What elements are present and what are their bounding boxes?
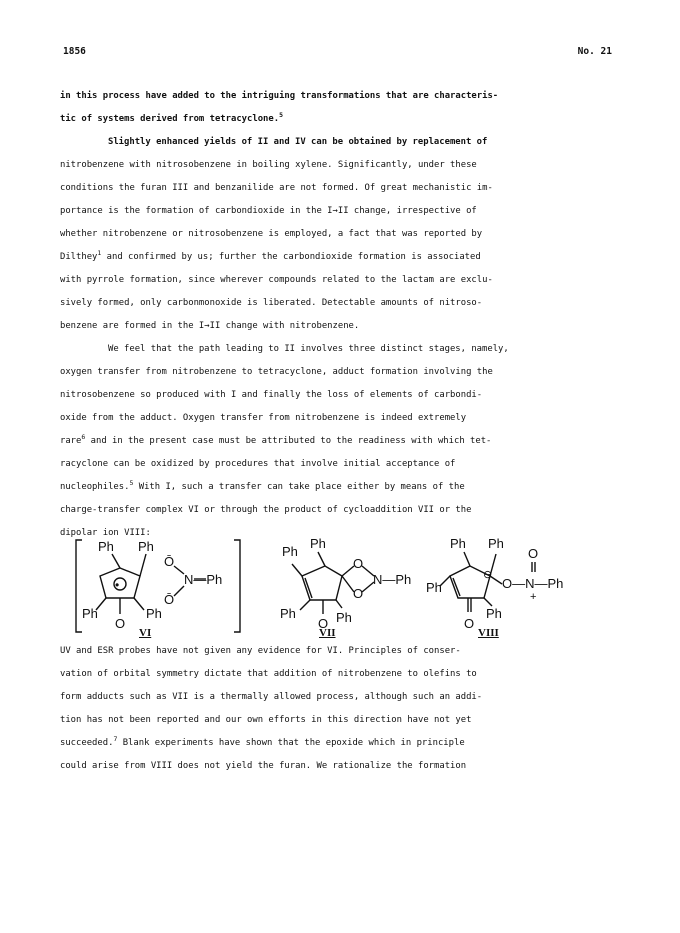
text-line: oxygen transfer from nitrobenzene to tetracyclone, adduct formation involving the — [60, 367, 493, 377]
text-line: nitrobenzene with nitrosobenzene in boiling xylene. Significantly, under these — [60, 160, 477, 170]
footnote-ref: 7 — [113, 735, 118, 743]
text-line: in this process have added to the intriguing transformations that are characteris- — [60, 91, 499, 101]
text-line: with pyrrole formation, since wherever compounds related to the lactam are exclu- — [60, 275, 493, 285]
phenyl-label: Ph — [426, 580, 442, 595]
text-line: conditions the furan III and benzanilide are not formed. Of great mechanistic im- — [60, 183, 493, 193]
radical-dot: • — [115, 578, 120, 592]
text-line: Slightly enhanced yields of II and IV can be obtained by replacement of — [108, 137, 488, 147]
phenyl-label: Ph — [336, 610, 352, 625]
structure-label-viii: VIII — [478, 627, 499, 639]
text-line: racyclone can be oxidized by procedures that involve initial acceptance of — [60, 459, 456, 469]
text-line: portance is the formation of carbondioxide in the I→II change, irrespective of — [60, 206, 477, 216]
footnote-ref: 6 — [81, 433, 86, 441]
footnote-ref: 5 — [129, 479, 134, 487]
text-line: Dilthey$^1$ and confirmed by us; further the carbondioxide formation is associated — [60, 249, 481, 262]
text-line: could arise from VIII does not yield the furan. We rationalize the formation — [60, 761, 467, 771]
phenyl-label: Ph — [310, 536, 326, 551]
phenyl-label: Ph — [282, 544, 298, 559]
footnote-ref: 5 — [279, 111, 283, 119]
oxygen-label: O — [528, 546, 539, 561]
text-line: succeeded.$^7$ Blank experiments have shown that the epoxide which in principle — [60, 735, 465, 748]
structure-label-vii: VII — [319, 627, 336, 639]
issue-number: No. 21 — [577, 46, 612, 57]
structure-viii-labels — [426, 536, 563, 631]
text-line: UV and ESR probes have not given any evidence for VI. Principles of conser- — [60, 646, 461, 656]
oxygen-label: O — [115, 616, 126, 631]
nitroso-ester-label: O—N—Ph — [502, 576, 564, 591]
text-line: tic of systems derived from tetracyclone.$^5$ — [60, 111, 283, 124]
text-line: nucleophiles.$^5$ With I, such a transfer can take place either by means of the — [60, 479, 465, 492]
phenyl-label: Ph — [486, 606, 502, 621]
text-line: benzene are formed in the I→II change with nitrobenzene. — [60, 321, 360, 331]
nitrogen-phenyl-label: N—Ph — [184, 572, 223, 587]
phenyl-label: Ph — [146, 606, 162, 621]
text-line: rare$^6$ and in the present case must be attributed to the readiness with which tet- — [60, 433, 492, 446]
page-number: 1856 — [63, 46, 86, 57]
oxygen-label: O — [353, 586, 364, 601]
structure-vii-labels — [280, 536, 411, 631]
phenyl-label: Ph — [82, 606, 98, 621]
phenyl-label: Ph — [138, 539, 154, 554]
phenyl-label: Ph — [98, 539, 114, 554]
structure-label-vi: VI — [139, 627, 152, 639]
oxygen-label: O — [464, 616, 475, 631]
text-line: charge-transfer complex VI or through the product of cycloaddition VII or the — [60, 505, 472, 515]
text-line: nitrosobenzene so produced with I and finally the loss of elements of carbondi- — [60, 390, 483, 400]
oxygen-anion-label: Ō — [164, 554, 175, 569]
text-line: We feel that the path leading to II involves three distinct stages, namely, — [108, 344, 509, 354]
text-line: tion has not been reported and our own efforts in this direction have not yet — [60, 715, 472, 725]
phenyl-label: Ph — [450, 536, 466, 551]
nitrogen-phenyl-label: N—Ph — [373, 572, 412, 587]
text-line: vation of orbital symmetry dictate that addition of nitrobenzene to olefins to — [60, 669, 477, 679]
oxygen-label: O — [318, 616, 329, 631]
phenyl-label: Ph — [488, 536, 504, 551]
carbanion-charge: ⊖ — [483, 569, 493, 581]
positive-charge: + — [530, 591, 537, 603]
text-line: whether nitrobenzene or nitrosobenzene is employed, a fact that was reported by — [60, 229, 483, 239]
phenyl-label: Ph — [280, 606, 296, 621]
text-line: form adducts such as VII is a thermally allowed process, although such an addi- — [60, 692, 483, 702]
oxygen-anion-label: Ō — [164, 592, 175, 607]
oxygen-label: O — [353, 556, 364, 571]
text-line: sively formed, only carbonmonoxide is liberated. Detectable amounts of nitroso- — [60, 298, 483, 308]
text-line: dipolar ion VIII: — [60, 528, 151, 538]
footnote-ref: 1 — [97, 249, 102, 257]
text-line: oxide from the adduct. Oxygen transfer from nitrobenzene is indeed extremely — [60, 413, 467, 423]
